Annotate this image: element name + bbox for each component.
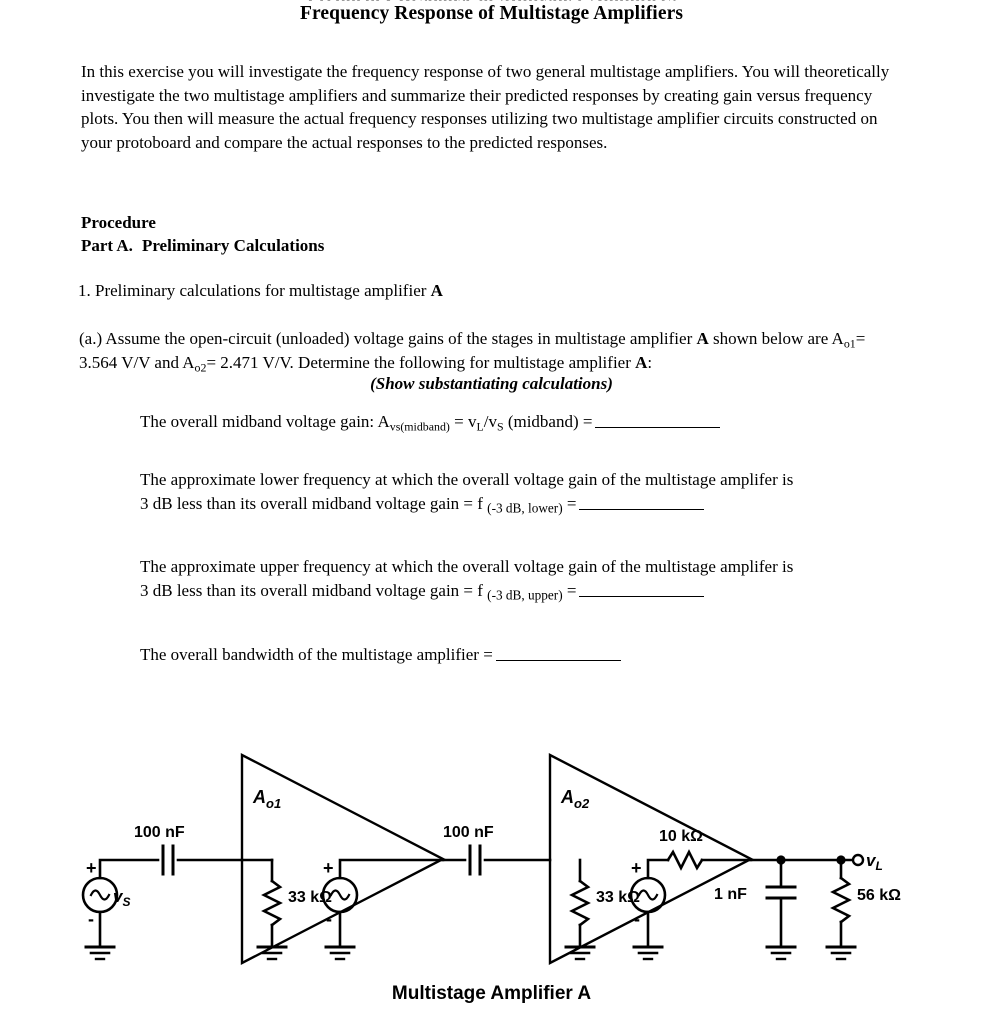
label-gain-ao2: $A_{o2}$	[561, 787, 590, 811]
q3-subscript: (-3 dB, upper)	[487, 587, 563, 603]
q1-text-pre: The overall midband voltage gain: A	[140, 412, 390, 431]
q1-text-post: (midband) =	[503, 412, 593, 431]
label-output-vl: $v_L$	[866, 851, 883, 873]
polarity-source-plus: +	[86, 858, 97, 878]
q2-line2	[140, 492, 940, 516]
label-r10k: 10 kΩ	[659, 828, 703, 845]
polarity-depsrc2-minus: -	[634, 909, 640, 929]
q2-line1: The approximate lower frequency at which the overall voltage gain of the multistage amplifer is	[140, 470, 794, 489]
wire-depsrc2-to-r10k	[648, 860, 668, 878]
q3-line1: The approximate upper frequency at which the overall voltage gain of the multistage amplifer is	[140, 557, 794, 576]
q4-answer-blank[interactable]	[496, 645, 621, 661]
question-lower-3db	[140, 468, 940, 515]
polarity-source-minus: -	[88, 909, 94, 929]
procedure-heading: Procedure	[81, 213, 156, 232]
label-gain-ao1: $A_{o1}$	[253, 787, 282, 811]
part-a-line2-pre: are A	[807, 329, 844, 348]
q4-line1: The overall bandwidth of the multistage amplifier =	[140, 645, 493, 664]
q2-line2-post: =	[562, 493, 577, 513]
intro-paragraph: In this exercise you will investigate the frequency response of two general multistage amplifiers. You will theoretically investigate the two multistage amplifiers and summarize their predicted responses by creating gain versus frequency plots. You then will measure the actual frequency responses utilizing two multistage amplifier circuits constructed on your protoboard and compare the actual responses to the predicted responses.	[81, 62, 890, 152]
figure-caption: Multistage Amplifier A	[391, 983, 592, 1004]
q1-sub-L: L	[476, 419, 484, 434]
q1-sub-S: S	[496, 419, 504, 434]
label-cap-100nf-2: 100 nF	[443, 824, 494, 841]
part-a-label: Part A.	[81, 236, 133, 255]
polarity-depsrc2-plus: +	[631, 858, 642, 878]
circuit-diagram	[0, 735, 983, 985]
dependent-source-1-sine	[331, 891, 349, 900]
part-a-title: Preliminary Calculations	[141, 236, 325, 255]
resistor-33k-stage1	[264, 881, 280, 925]
resistor-33k-stage2	[572, 881, 588, 925]
q2-line2-pre: 3 dB less than its overall midband voltage gain = f	[140, 493, 488, 513]
q3-line2	[140, 579, 940, 603]
gain2-value: = 2.471 V/V. Determine the following for multistage amplifier	[206, 352, 636, 372]
part-a-body	[79, 327, 899, 374]
q2-subscript: (-3 dB, lower)	[487, 500, 563, 516]
part-a-line1-post: shown below	[708, 329, 804, 348]
label-r33k-stage2: 33 kΩ	[596, 889, 640, 906]
label-r33k-stage1: 33 kΩ	[288, 889, 332, 906]
item-1-text: 1. Preliminary calculations for multistage amplifier	[78, 281, 431, 300]
label-cap-1nf: 1 nF	[714, 886, 747, 903]
part-a-line1-pre: (a.) Assume the open-circuit (unloaded) voltage gains of the stages in multistage amplifier	[79, 329, 697, 348]
label-cap-100nf-1: 100 nF	[134, 824, 185, 841]
q3-line2-post: =	[562, 580, 577, 600]
q1-sub-vs-midband: vs(midband)	[389, 419, 450, 434]
q1-text-mid: = v	[449, 412, 477, 431]
q1-text-mid2: /v	[483, 412, 497, 431]
multistage-amplifier-a-schematic	[0, 735, 983, 985]
q3-line2-pre: 3 dB less than its overall midband voltage gain = f	[140, 580, 488, 600]
label-r56k: 56 kΩ	[857, 887, 901, 904]
show-substantiating-note: (Show substantiating calculations)	[370, 374, 613, 393]
output-terminal-vl	[853, 855, 863, 865]
wire-source-to-cap1	[100, 860, 158, 878]
item-1-amplifier-letter: A	[430, 281, 443, 300]
source-vs-sine	[91, 891, 109, 900]
resistor-56k-load	[833, 878, 849, 922]
part-a-line2-post: :	[647, 352, 653, 372]
question-midband-gain	[140, 410, 940, 434]
wire-depsrc1-to-output	[340, 860, 443, 878]
gain1-subscript: o1	[843, 336, 856, 351]
polarity-depsrc1-minus: -	[326, 909, 332, 929]
label-source-vs: $v_S$	[113, 887, 131, 909]
part-a-heading	[81, 236, 324, 256]
part-a-line1-letter: A	[696, 329, 709, 348]
dependent-source-2-sine	[639, 891, 657, 900]
gain1-value: = 3.564 V/V and A	[79, 329, 866, 372]
junction-dot-56k	[836, 855, 845, 864]
question-bandwidth	[140, 643, 940, 667]
resistor-10k-stage2	[668, 852, 702, 868]
q1-answer-blank[interactable]	[595, 412, 720, 428]
q2-answer-blank[interactable]	[579, 493, 704, 509]
cropped-page-header	[0, 0, 983, 1]
gain2-subscript: o2	[194, 359, 207, 374]
page-title: Frequency Response of Multistage Amplifiers	[299, 3, 684, 24]
part-a-line2-letter: A	[635, 352, 648, 372]
question-upper-3db	[140, 555, 940, 602]
q3-answer-blank[interactable]	[579, 580, 704, 596]
junction-dot-1nf	[776, 855, 785, 864]
item-1-line	[78, 281, 443, 301]
polarity-depsrc1-plus: +	[323, 858, 334, 878]
